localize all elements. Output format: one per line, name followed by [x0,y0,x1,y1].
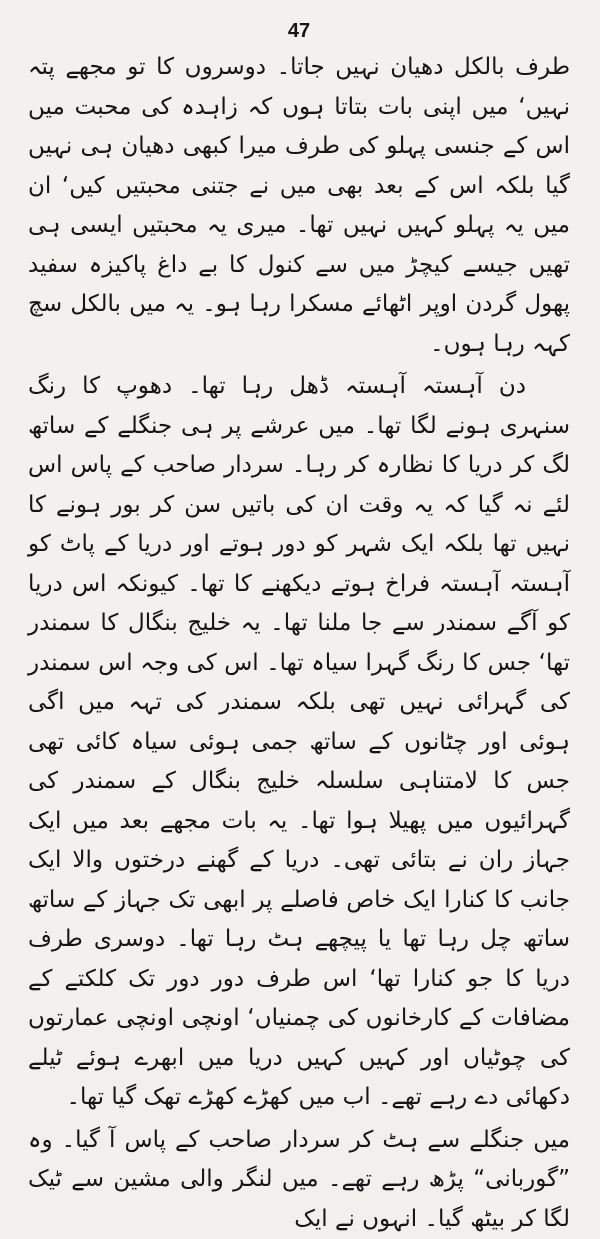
paragraph-sardar-sahib: میں جنگلے سے ہٹ کر سردار صاحب کے پاس آ گیا۔ وہ ”گوربانی“ پڑھ رہے تھے۔ میں لنگر والی مشین سے ٹیک لگا کر بیٹھ گیا۔ انہوں نے ایک [28,1121,570,1239]
body-text [28,48,570,1239]
page-number: 47 [28,14,570,48]
paragraph-river-view: دن آہستہ آہستہ ڈھل رہا تھا۔ دھوپ کا رنگ سنہری ہونے لگا تھا۔ میں عرشے پر ہی جنگلے کے ساتھ لگ کر دریا کا نظارہ کر رہا۔ سردار صاحب کے پاس اس لئے نہ گیا کہ یہ وقت ان کی باتیں سن کر بور ہونے کا نہیں تھا بلکہ ایک شہر کو دور ہوتے اور دریا کے پاٹ کو آہستہ آہستہ فراخ ہوتے دیکھنے کا تھا۔ کیونکہ اس دریا کو آگے سمندر سے جا ملنا تھا۔ یہ خلیج بنگال کا سمندر تھا‘ جس کا رنگ گہرا سیاہ تھا۔ اس کی وجہ اس سمندر کی گہرائی نہیں تھی بلکہ سمندر کی تہہ میں اگی ہوئی اور چٹانوں کے ساتھ جمی ہوئی سیاہ کائی تھی جس کا لامتناہی سلسلہ خلیج بنگال کے سمندر کی گہرائیوں میں پھیلا ہوا تھا۔ یہ بات مجھے بعد میں ایک جہاز ران نے بتائی تھی۔ دریا کے گھنے درختوں والا ایک جانب کا کنارا ایک خاص فاصلے پر ابھی تک جہاز کے ساتھ ساتھ چل رہا تھا یا پیچھے ہٹ رہا تھا۔ دوسری طرف دریا کا جو کنارا تھا‘ اس طرف دور دور تک کلکتے کے مضافات کے کارخانوں کی چمنیاں‘ اونچی اونچی عمارتوں کی چوٹیاں اور کہیں کہیں دریا میں ابھرے ہوئے ٹیلے دکھائی دے رہے تھے۔ اب میں کھڑے کھڑے تھک گیا تھا۔ [28,367,570,1118]
paragraph-continuation: طرف بالکل دھیان نہیں جاتا۔ دوسروں کا تو مجھے پتہ نہیں‘ میں اپنی بات بتاتا ہوں کہ زاہدہ کی محبت میں اس کے جنسی پہلو کی طرف میرا کبھی دھیان ہی نہیں گیا بلکہ اس کے بعد بھی میں نے جتنی محبتیں کیں‘ ان میں یہ پہلو کہیں نہیں تھا۔ میری یہ محبتیں ایسی ہی تھیں جیسے کیچڑ میں سے کنول کا بے داغ پاکیزہ سفید پھول گردن اوپر اٹھائے مسکرا رہا ہو۔ یہ میں بالکل سچ کہہ رہا ہوں۔ [28,48,570,364]
